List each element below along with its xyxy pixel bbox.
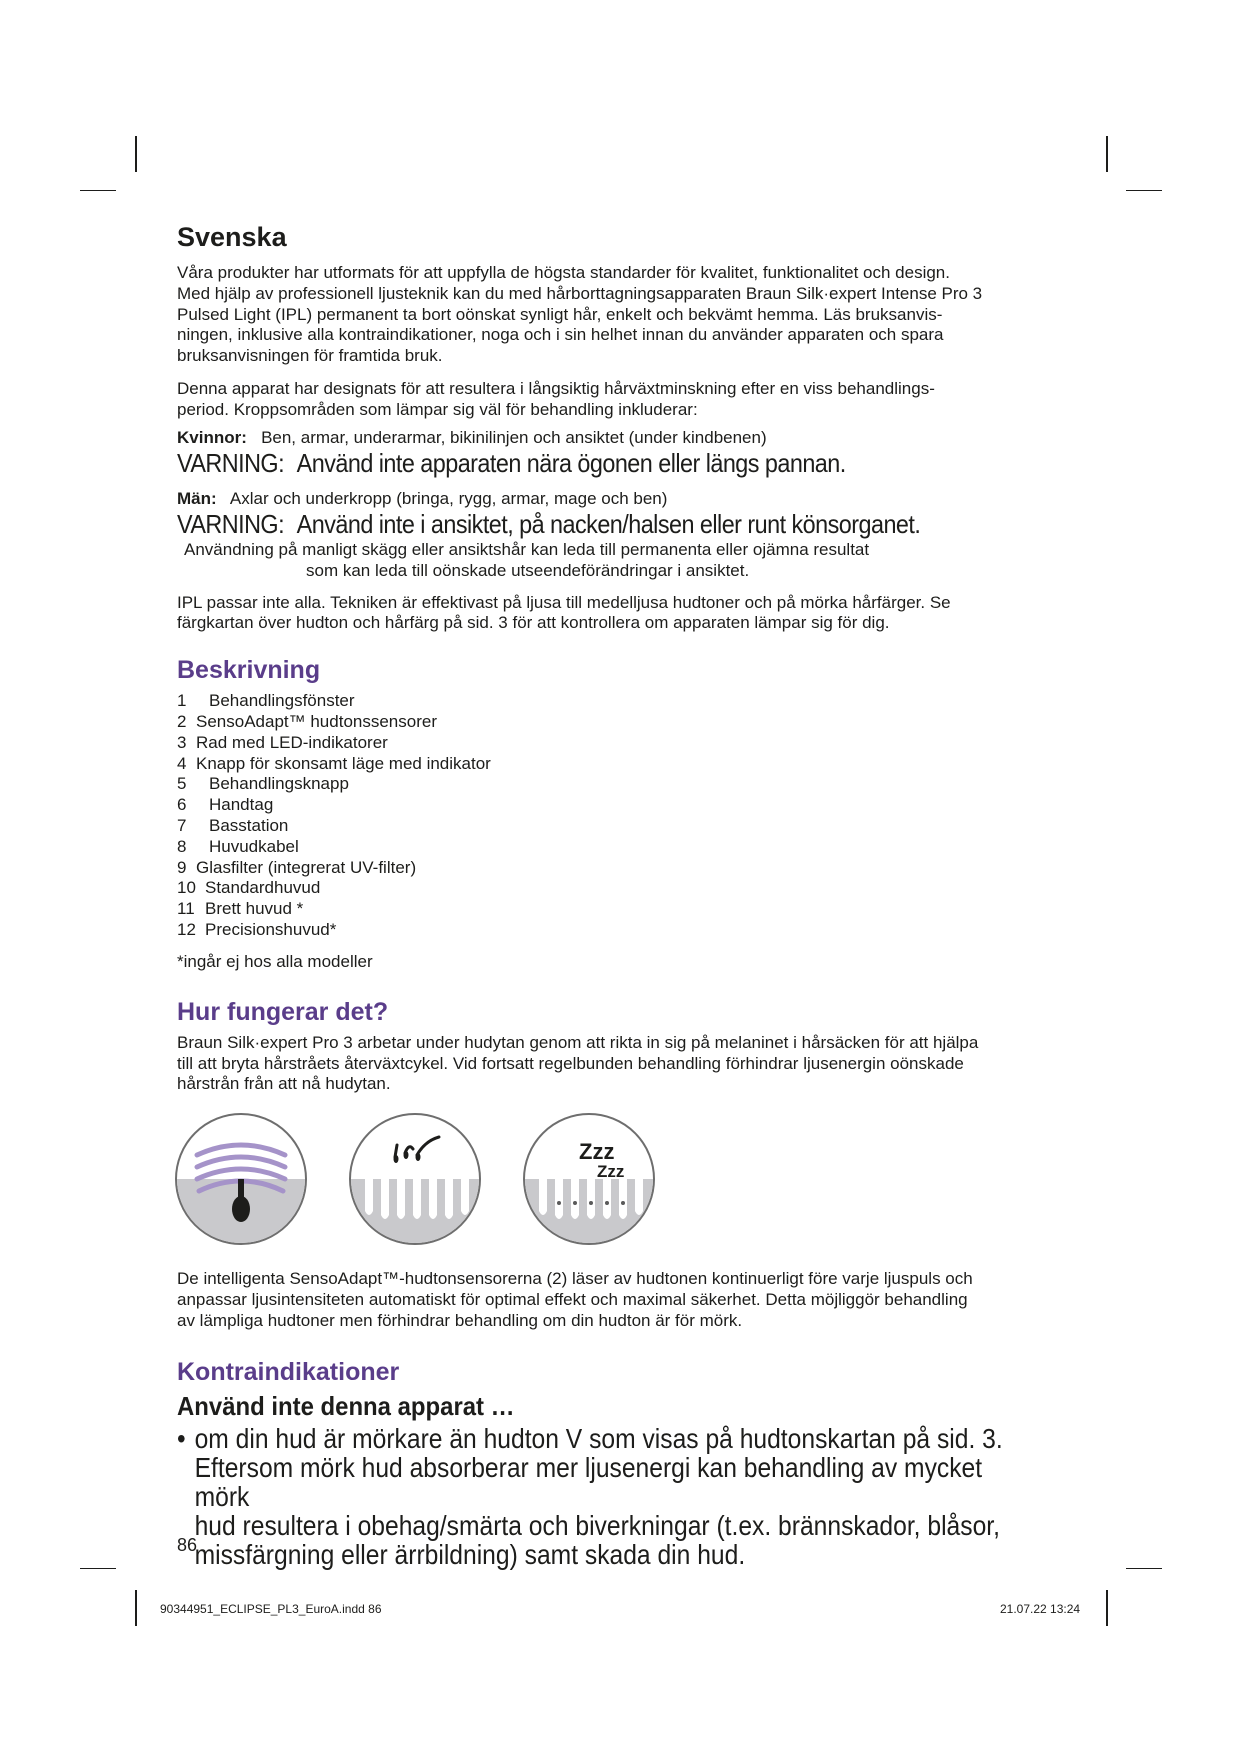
list-item: 11 Brett huvud * <box>177 899 304 919</box>
crop-mark-top-left-h <box>80 190 116 191</box>
crop-mark-bottom-right-v <box>1106 1590 1108 1626</box>
page-title: Svenska <box>177 222 287 252</box>
list-item: 1 Behandlingsfönster <box>177 691 355 711</box>
ipl-paragraph: IPL passar inte alla. Tekniken är effektivast på ljusa till medelljusa hudtoner och på mörka hårfärger. Se färgkartan över hudton och hårfärg på sid. 3 för att kontrollera om apparaten lämpar sig för dig. <box>177 592 951 633</box>
zzz-text-lower: Zzz <box>597 1162 625 1182</box>
men-warning: VARNING: Använd inte i ansiktet, på nacken/halsen eller runt könsorganet. <box>177 508 921 539</box>
sensor-paragraph: De intelligenta SensoAdapt™-hudtonsensorerna (2) läser av hudtonen kontinuerligt före varje ljuspuls och anpassar ljusintensiteten automatiskt för optimal effekt och maximal säkerhet. Detta möjliggör behandling av lämpliga hudtoner men förhindrar behandling om din hudton är för mörk. <box>177 1269 973 1330</box>
light-pulse-illustration <box>175 1113 307 1245</box>
list-item: 8 Huvudkabel <box>177 836 299 856</box>
hair-follicle-illustration <box>349 1113 481 1245</box>
crop-mark-bottom-left-v <box>135 1590 137 1626</box>
page-content <box>177 222 1077 1569</box>
crop-mark-bottom-left-h <box>80 1568 116 1569</box>
list-item: 10 Standardhuvud <box>177 878 321 898</box>
parts-list <box>177 691 1077 941</box>
list-item: 6 Handtag <box>177 795 274 815</box>
sleep-zzz-icon <box>525 1115 653 1243</box>
dormant-follicle-illustration <box>523 1113 655 1245</box>
parts-footnote: *ingår ej hos alla modeller <box>177 951 373 971</box>
crop-mark-bottom-right-h <box>1126 1568 1162 1569</box>
hair-growth-icon <box>351 1115 479 1243</box>
list-item: 7 Basstation <box>177 815 289 835</box>
how-heading: Hur fungerar det? <box>177 997 389 1026</box>
list-item: 2 SensoAdapt™ hudtonssensorer <box>177 711 437 731</box>
how-it-works-illustrations <box>175 1113 1077 1245</box>
women-text: Ben, armar, underarmar, bikinilinjen och ansiktet (under kindbenen) <box>261 427 767 447</box>
how-paragraph: Braun Silk·expert Pro 3 arbetar under hudytan genom att rikta in sig på melaninet i hårsäcken för att hjälpa till att bryta hårstråets återväxtcykel. Vid fortsatt regelbunden behandling förhindrar ljusenergin oönskade hårstrån från att nå hudytan. <box>177 1032 979 1094</box>
page-number: 86 <box>177 1535 198 1555</box>
footer-date-time: 21.07.22 13:24 <box>1000 1602 1081 1616</box>
men-areas <box>177 488 1077 509</box>
crop-mark-top-right-h <box>1126 190 1162 191</box>
crop-mark-top-right-v <box>1106 136 1108 172</box>
crop-mark-top-left-v <box>135 136 137 172</box>
women-label: Kvinnor: <box>177 427 247 447</box>
contraindication-item: • om din hud är mörkare än hudton V som visas på hudtonskartan på sid. 3. Eftersom mörk hud absorberar mer ljusenergi kan behandling av mycket mörk hud resultera i obehag/smärta och biverkningar (t.ex. brännskador, blåsor, missfärgning eller ärrbildning) samt skada din hud. <box>177 1422 1003 1570</box>
men-label: Män: <box>177 488 217 508</box>
design-paragraph: Denna apparat har designats för att resultera i långsiktig hårväxtminskning efter en viss behandlings- period. Kroppsområden som lämpar sig väl för behandling inkluderar: <box>177 378 935 419</box>
beard-note: Användning på manligt skägg eller ansiktshår kan leda till permanenta eller ojämna resultat som kan leda till oönskade utseendeförändringar i ansiktet. <box>184 539 870 580</box>
list-item: 3 Rad med LED-indikatorer <box>177 732 388 752</box>
description-heading: Beskrivning <box>177 656 321 685</box>
light-pulse-icon <box>177 1115 305 1243</box>
zzz-text-upper: Zzz <box>579 1139 615 1165</box>
contraindications-heading: Kontraindikationer <box>177 1357 400 1386</box>
intro-paragraph: Våra produkter har utformats för att uppfylla de högsta standarder för kvalitet, funktionalitet och design. Med hjälp av professionell ljusteknik kan du med hårborttagningsapparaten Braun Silk·expert Intense Pro 3 Pulsed Light (IPL) permanent ta bort oönskat synligt hår, enkelt och bekvämt hemma. Läs bruksanvis- ningen, inklusive alla kontraindikationer, noga och i sin helhet innan du använder apparaten och spara bruksanvisningen för framtida bruk. <box>177 263 983 366</box>
men-text: Axlar och underkropp (bringa, rygg, armar, mage och ben) <box>229 488 668 508</box>
list-item: 12 Precisionshuvud* <box>177 919 337 939</box>
women-areas <box>177 427 1077 448</box>
women-warning: VARNING: Använd inte apparaten nära ögonen eller längs pannan. <box>177 447 846 478</box>
list-item: 4 Knapp för skonsamt läge med indikator <box>177 753 491 773</box>
bullet-icon: • <box>177 1422 186 1454</box>
footer-file-info: 90344951_ECLIPSE_PL3_EuroA.indd 86 <box>160 1602 382 1616</box>
list-item: 9 Glasfilter (integrerat UV-filter) <box>177 857 417 877</box>
contraindications-subheading: Använd inte denna apparat … <box>177 1390 515 1421</box>
list-item: 5 Behandlingsknapp <box>177 774 349 794</box>
